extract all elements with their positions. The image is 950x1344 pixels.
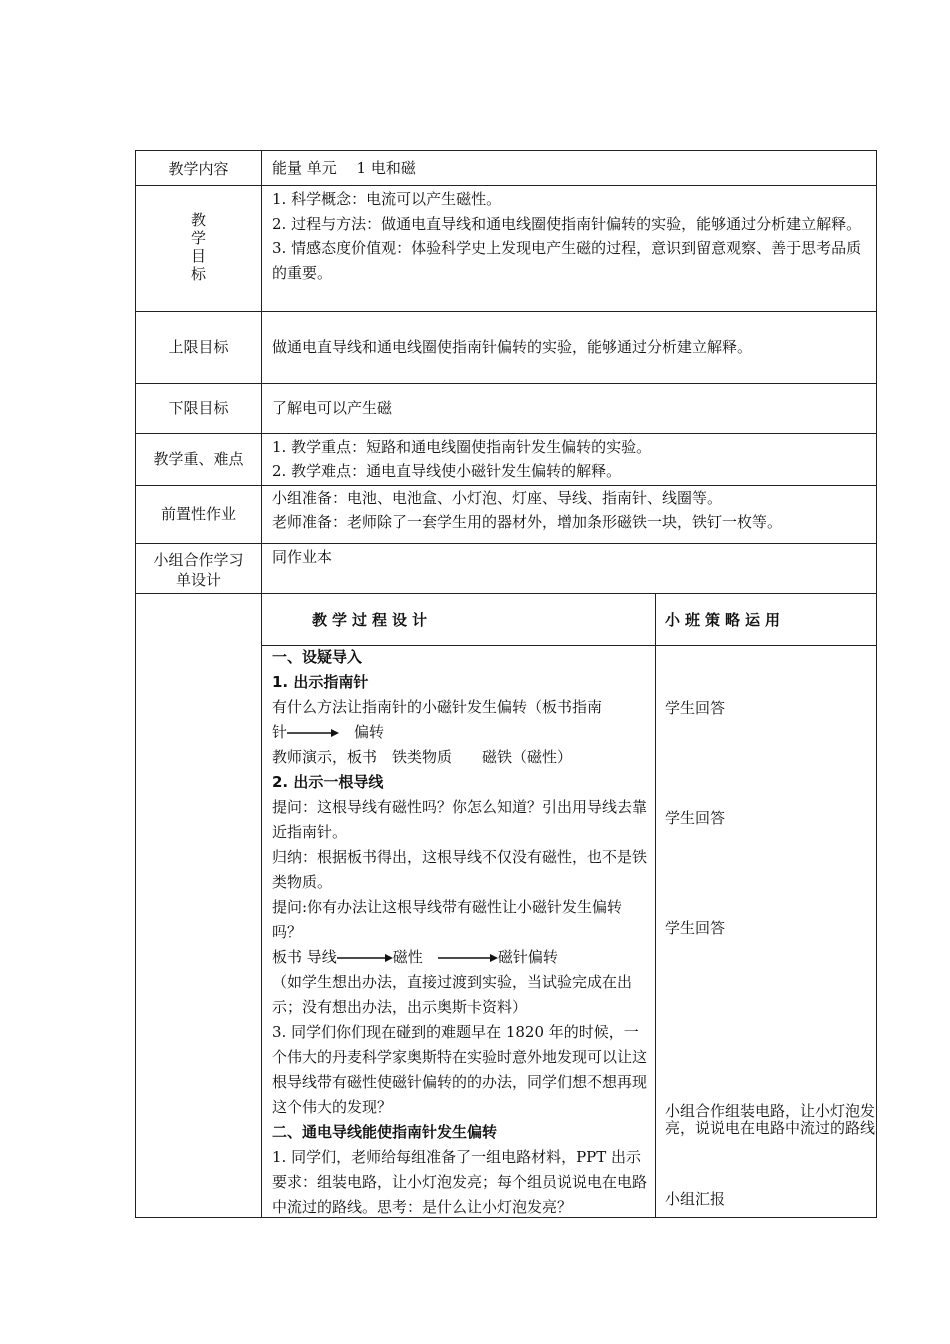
strategy-note: 小组汇报 [665, 1190, 726, 1208]
header-strategy: 小班策略运用 [665, 611, 786, 629]
lesson-plan-table [135, 150, 877, 1218]
step-text: （如学生想出办法，直接过渡到实验，当试验完成在出示；没有想出办法，出示奥斯卡资料） [272, 973, 633, 1016]
value-content: 能量 单元 1 电和磁 [272, 159, 416, 177]
keypoint-item: 1. 教学重点：短路和通电线圈使指南针发生偏转的实验。 [272, 438, 652, 456]
column-divider [655, 593, 656, 1217]
step-title: 1. 出示指南针 [272, 673, 369, 691]
prework-list [272, 486, 870, 534]
step-text: 提问:你有办法让这根导线带有磁性让小磁针发生偏转吗？ [272, 898, 623, 941]
value-upper-goal: 做通电直导线和通电线圈使指南针偏转的实验，能够通过分析建立解释。 [272, 338, 753, 356]
step-text: 1. 同学们，老师给每组准备了一组电路材料，PPT 出示要求：组装电路，让小灯泡发亮；每个组员说说电在电路中流过的路线。思考：是什么让小灯泡发亮？ [272, 1148, 648, 1216]
column-divider [261, 151, 262, 1217]
prework-item: 老师准备：老师除了一套学生用的器材外，增加条形磁铁一块，铁钉一枚等。 [272, 513, 783, 531]
goal-item: 3. 情感态度价值观：体验科学史上发现电产生磁的过程，意识到留意观察、善于思考品质的重要。 [272, 239, 862, 282]
label-group: 小组合作学习 单设计 [153, 551, 244, 589]
label-goals: 教 学 目 标 [190, 211, 206, 283]
section-title: 二、通电导线能使指南针发生偏转 [272, 1123, 498, 1141]
value-group: 同作业本 [272, 548, 333, 566]
value-lower-goal: 了解电可以产生磁 [272, 399, 393, 417]
step-text: 提问：这根导线有磁性吗？你怎么知道？引出用导线去靠近指南针。 [272, 798, 648, 841]
arrow-right-icon [337, 953, 393, 963]
row-divider [136, 593, 876, 594]
strategy-note: 学生回答 [665, 809, 726, 827]
strategy-note: 学生回答 [665, 699, 726, 717]
strategy-note: 学生回答 [665, 919, 726, 937]
goal-item: 2. 过程与方法：做通电直导线和通电线圈使指南针偏转的实验，能够通过分析建立解释。 [272, 214, 862, 233]
step-title: 2. 出示一根导线 [272, 773, 384, 791]
label-lower-goal: 下限目标 [168, 399, 229, 417]
goal-item: 1. 科学概念：电流可以产生磁性。 [272, 190, 502, 208]
step-text: 归纳：根据板书得出，这根导线不仅没有磁性，也不是铁类物质。 [272, 848, 648, 891]
keypoints-list [272, 435, 870, 483]
step-text-arrow: 板书 导线 磁性 磁针偏转 [272, 948, 558, 966]
step-text-arrow: 针 偏转 [272, 723, 385, 741]
strategy-note: 小组合作组装电路，让小灯泡发亮，说说电在电路中流过的路线 [665, 1102, 876, 1137]
label-content: 教学内容 [168, 160, 229, 178]
row-divider [136, 543, 876, 544]
row-divider [136, 433, 876, 434]
row-divider [136, 185, 876, 186]
row-divider [136, 311, 876, 312]
label-keypoints: 教学重、难点 [153, 450, 244, 468]
label-upper-goal: 上限目标 [168, 338, 229, 356]
label-prework: 前置性作业 [160, 505, 236, 523]
prework-item: 小组准备：电池、电池盒、小灯泡、灯座、导线、指南针、线圈等。 [272, 489, 723, 507]
step-text: 3. 同学们你们现在碰到的难题早在 1820 年的时候，一个伟大的丹麦科学家奥斯特在实验时意外地发现可以让这根导线带有磁性使磁针偏转的的办法，同学们想不想再现这个伟大的发现？ [272, 1023, 648, 1116]
process-content [272, 645, 652, 1220]
step-text: 教师演示，板书 铁类物质 磁铁（磁性） [272, 748, 573, 766]
section-title: 一、设疑导入 [272, 648, 363, 666]
row-divider [136, 383, 876, 384]
step-text: 有什么方法让指南针的小磁针发生偏转（板书指南 [272, 698, 603, 716]
keypoint-item: 2. 教学难点：通电直导线使小磁针发生偏转的解释。 [272, 462, 622, 480]
header-process-design: 教学过程设计 [312, 611, 433, 629]
goals-list [272, 187, 870, 285]
arrow-right-icon [287, 728, 339, 738]
arrow-right-icon [438, 953, 498, 963]
